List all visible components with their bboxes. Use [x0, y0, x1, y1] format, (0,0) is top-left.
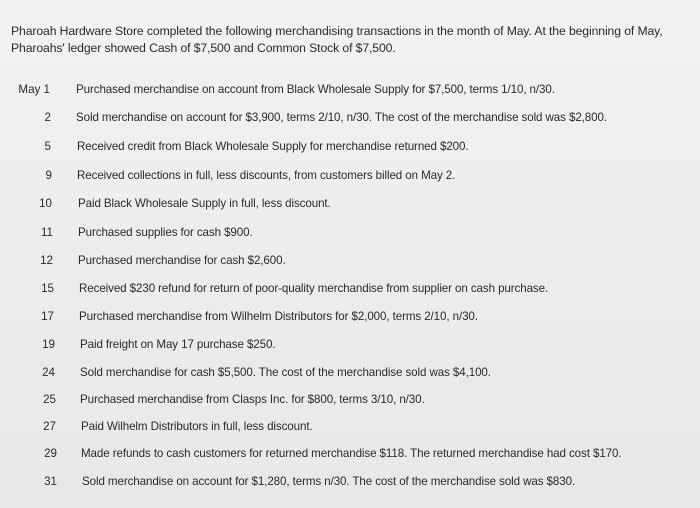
transaction-date: 11	[40, 226, 53, 239]
transaction-date: 15	[41, 282, 54, 295]
transaction-text: Received credit from Black Wholesale Supply for merchandise returned $200.	[77, 140, 469, 153]
transaction-text: Purchased supplies for cash $900.	[78, 226, 253, 239]
transaction-date: 9	[45, 169, 52, 182]
transaction-text: Purchased merchandise from Clasps Inc. for $800, terms 3/10, n/30.	[80, 393, 425, 406]
transaction-text: Sold merchandise on account for $3,900, terms 2/10, n/30. The cost of the merchandise sold was $2,800.	[76, 111, 607, 124]
transaction-date: 2	[44, 111, 51, 124]
transaction-row	[0, 335, 700, 355]
transaction-date: 24	[42, 366, 55, 379]
transaction-row	[0, 307, 700, 327]
problem-intro	[11, 23, 691, 57]
transaction-row	[0, 223, 700, 243]
transaction-date: 31	[44, 475, 57, 488]
transaction-row	[0, 279, 700, 299]
transaction-row	[0, 390, 700, 410]
transaction-row	[0, 194, 700, 214]
transaction-row	[0, 444, 700, 464]
transaction-text: Paid Black Wholesale Supply in full, less discount.	[78, 197, 331, 210]
transaction-date: May 1	[18, 83, 50, 96]
transaction-date: 5	[44, 140, 51, 153]
transaction-text: Sold merchandise for cash $5,500. The cost of the merchandise sold was $4,100.	[80, 366, 491, 379]
intro-line-1: Pharoah Hardware Store completed the following merchandising transactions in the month of May. At the beginning of May,	[11, 24, 663, 38]
intro-line-2: Pharoahs' ledger showed Cash of $7,500 and Common Stock of $7,500.	[11, 41, 396, 55]
transaction-row	[0, 417, 700, 437]
transaction-text: Received collections in full, less discounts, from customers billed on May 2.	[77, 169, 456, 182]
transaction-text: Paid freight on May 17 purchase $250.	[80, 338, 276, 351]
transaction-text: Received $230 refund for return of poor-quality merchandise from supplier on cash purchase.	[79, 282, 549, 295]
transaction-date: 12	[40, 254, 53, 267]
transaction-text: Paid Wilhelm Distributors in full, less discount.	[81, 420, 313, 433]
transaction-text: Sold merchandise on account for $1,280, terms n/30. The cost of the merchandise sold was $830.	[82, 475, 576, 488]
transaction-text: Purchased merchandise for cash $2,600.	[78, 254, 286, 267]
transaction-text: Made refunds to cash customers for returned merchandise $118. The returned merchandise had cost $170.	[81, 447, 622, 460]
transaction-row	[0, 363, 700, 383]
transaction-row	[0, 251, 700, 271]
transaction-row	[0, 166, 700, 186]
transaction-date: 17	[41, 310, 54, 323]
transaction-row	[0, 472, 700, 492]
transaction-date: 25	[43, 393, 56, 406]
transaction-date: 29	[44, 447, 57, 460]
transaction-date: 10	[39, 197, 52, 210]
transaction-row	[0, 108, 700, 128]
transaction-date: 19	[42, 338, 55, 351]
transaction-row	[0, 80, 700, 100]
transaction-text: Purchased merchandise from Wilhelm Distributors for $2,000, terms 2/10, n/30.	[79, 310, 478, 323]
transaction-row	[0, 137, 700, 157]
transaction-date: 27	[43, 420, 56, 433]
transaction-text: Purchased merchandise on account from Black Wholesale Supply for $7,500, terms 1/10, n/30.	[76, 83, 555, 96]
